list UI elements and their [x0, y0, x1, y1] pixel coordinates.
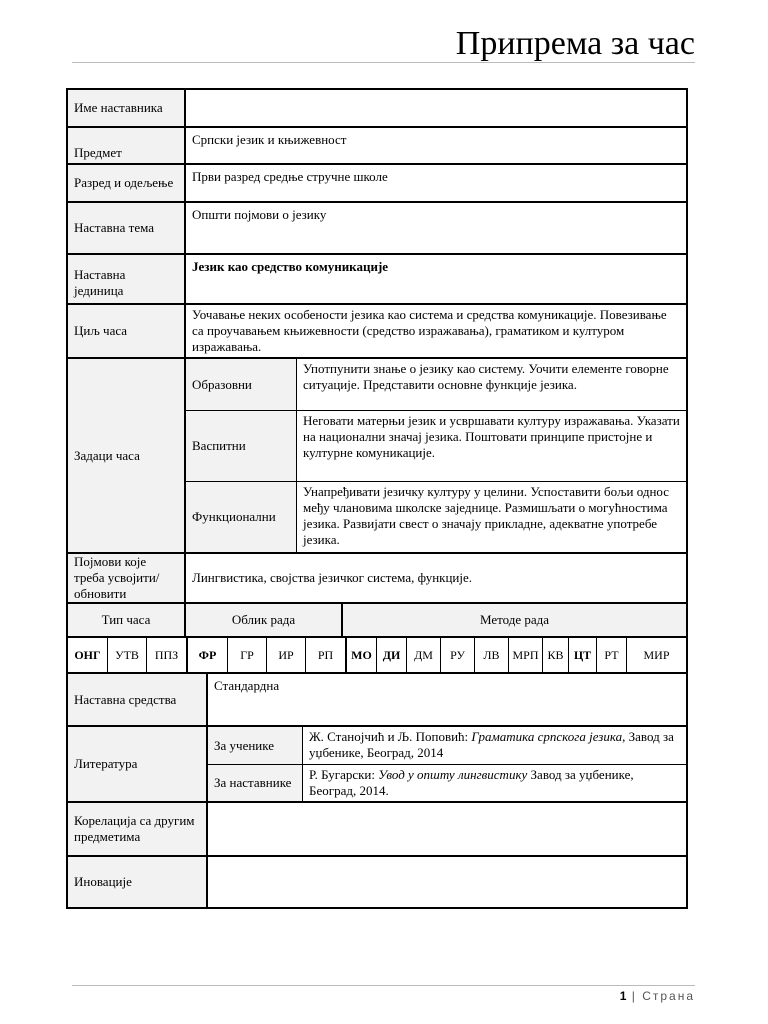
lit-teachers-publisher: Завод за уџбенике, Београд, 2014. — [309, 767, 634, 798]
row-tasks — [68, 359, 686, 554]
method-cell-lv[interactable]: ЛВ — [475, 638, 509, 672]
means-value[interactable]: Стандардна — [214, 678, 280, 693]
task-row-functional — [186, 482, 686, 552]
tasks-subtable — [186, 359, 686, 552]
lit-students-author: Ж. Станојчић и Љ. Поповић: — [309, 729, 472, 744]
lesson-info-table — [66, 88, 688, 604]
task-row-educational — [186, 359, 686, 411]
row-grade — [68, 165, 686, 203]
row-goal — [68, 305, 686, 359]
row-correlation — [68, 803, 686, 857]
literature-teachers-row — [208, 765, 686, 801]
type-cells-row — [68, 638, 686, 672]
row-topic — [68, 203, 686, 255]
concepts-label: Појмови које треба усвојити/ обновити — [68, 554, 186, 602]
method-cell-dm[interactable]: ДМ — [407, 638, 441, 672]
row-unit — [68, 255, 686, 305]
unit-label: Наставна јединица — [68, 255, 186, 303]
grade-value[interactable]: Први разред средње стручне школе — [192, 169, 388, 184]
teacher-value[interactable] — [186, 90, 686, 126]
method-cell-mir[interactable]: МИР — [643, 648, 670, 662]
subject-value[interactable]: Српски језик и књижевност — [192, 132, 347, 147]
task-label-functional: Функционални — [186, 482, 297, 552]
concepts-value[interactable]: Лингвистика, својства језичког система, функције. — [192, 570, 473, 585]
correlation-label: Корелација са другим предметима — [68, 803, 208, 855]
grade-label: Разред и одељење — [68, 165, 186, 201]
type-header-row — [68, 604, 686, 638]
innovations-value[interactable] — [208, 857, 686, 907]
row-subject — [68, 128, 686, 165]
lesson-type-table — [66, 604, 688, 674]
method-cells — [347, 638, 686, 672]
page-title: Припрема за час — [455, 25, 695, 62]
task-label-educational: Образовни — [186, 359, 297, 410]
title-rule — [72, 62, 695, 63]
method-cell-kv[interactable]: КВ — [543, 638, 569, 672]
unit-value[interactable] — [186, 255, 686, 303]
row-concepts — [68, 554, 686, 602]
form-cell-fr[interactable]: ФР — [188, 638, 228, 672]
method-cell-mo[interactable]: МО — [347, 638, 377, 672]
resources-table — [66, 672, 688, 909]
literature-teachers-label: За наставнике — [208, 765, 303, 801]
footer-rule — [72, 985, 695, 986]
form-cell-rp[interactable]: РП — [317, 648, 334, 662]
literature-students-value[interactable] — [303, 727, 686, 764]
teacher-label: Име наставника — [68, 90, 186, 126]
task-value-functional[interactable]: Унапређивати језичку културу у целини. Успоставити бољи однос међу члановима школске заједнице. Размишљати о могућностима језика. Развијати свест о значају прикладне, адекватне употребе језика. — [303, 484, 670, 547]
method-cell-mrp[interactable]: МРП — [509, 638, 543, 672]
literature-subtable — [208, 727, 686, 801]
form-cell-gr[interactable]: ГР — [228, 638, 267, 672]
literature-students-label: За ученике — [208, 727, 303, 764]
row-literature — [68, 727, 686, 803]
subject-label: Предмет — [68, 128, 186, 163]
page-footer — [620, 989, 695, 1003]
type-header: Тип часа — [68, 604, 186, 636]
type-cell-ppz[interactable]: ППЗ — [154, 648, 179, 662]
literature-label: Литература — [68, 727, 208, 801]
correlation-value[interactable] — [208, 803, 686, 855]
literature-teachers-value[interactable] — [303, 765, 686, 801]
row-innovations — [68, 857, 686, 907]
task-label-upbringing: Васпитни — [186, 411, 297, 481]
method-cell-ru[interactable]: РУ — [441, 638, 475, 672]
form-header: Облик рада — [186, 604, 343, 636]
lit-students-title: Граматика српскога језика — [471, 729, 623, 744]
method-cell-di[interactable]: ДИ — [377, 638, 407, 672]
type-cells — [68, 638, 188, 672]
row-means — [68, 674, 686, 727]
method-cell-ct[interactable]: ЦТ — [569, 638, 597, 672]
task-value-upbringing[interactable]: Неговати матерњи језик и усвршавати културу изражавања. Указати на национални значај језика. Поштовати принципе пристојне и културне комуникације. — [303, 413, 680, 460]
lit-students-publisher: , Завод за уџбенике, Београд, 2014 — [309, 729, 674, 760]
row-teacher — [68, 90, 686, 128]
goal-label: Циљ часа — [68, 305, 186, 357]
task-row-upbringing — [186, 411, 686, 482]
unit-value-text: Језик као средство комуникације — [192, 259, 389, 274]
goal-value[interactable]: Уочавање неких особености језика као система и средства комуникације. Повезивање са проучавањем књижевности (средство изражавања), граматиком и културом изражавања. — [192, 307, 667, 354]
innovations-label: Иновације — [68, 857, 208, 907]
type-cell-utv[interactable]: УТВ — [108, 638, 147, 672]
page-number: 1 — [619, 989, 627, 1003]
footer-separator: | — [631, 989, 637, 1003]
task-value-educational[interactable]: Употпунити знање о језику као систему. Уочити елементе говорне ситуације. Представити основне функције језика. — [303, 361, 669, 392]
means-label: Наставна средства — [68, 674, 208, 725]
methods-header: Методе рада — [343, 604, 686, 636]
form-cell-ir[interactable]: ИР — [267, 638, 306, 672]
literature-students-row — [208, 727, 686, 765]
form-cells — [188, 638, 347, 672]
topic-value[interactable]: Општи појмови о језику — [192, 207, 327, 222]
tasks-label: Задаци часа — [68, 359, 186, 552]
footer-word: Страна — [642, 989, 695, 1003]
type-cell-ong[interactable]: ОНГ — [68, 638, 108, 672]
lit-teachers-title: Увод у општу лингвистику — [378, 767, 528, 782]
lit-teachers-author: Р. Бугарски: — [309, 767, 379, 782]
topic-label: Наставна тема — [68, 203, 186, 253]
method-cell-rt[interactable]: РТ — [597, 638, 627, 672]
